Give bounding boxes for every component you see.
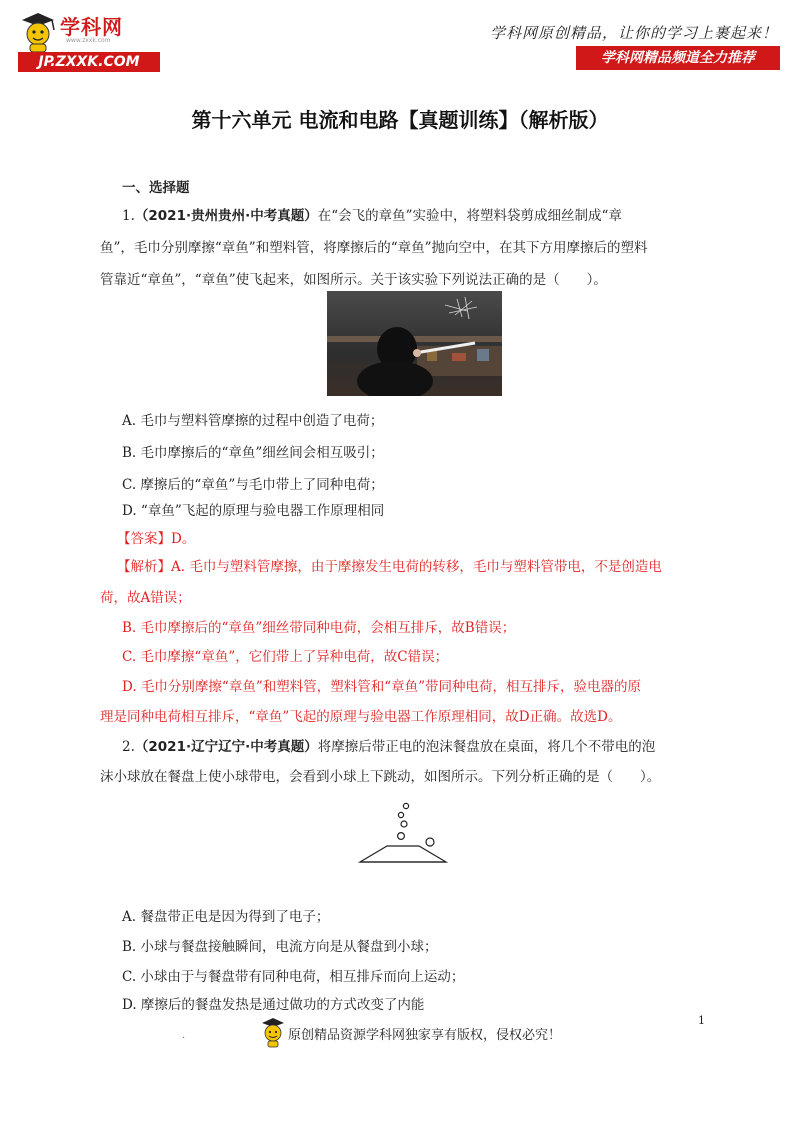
- q1-source: （2021·贵州贵州·中考真题）: [134, 208, 318, 224]
- q2-stem-text-1: 将摩擦后带正电的泡沫餐盘放在桌面，将几个不带电的泡: [317, 739, 656, 755]
- q1-stem-line-1: [122, 204, 622, 224]
- q1-answer: [117, 527, 195, 547]
- header-slogan: 学科网原创精品，让你的学习上裹起来！: [489, 24, 778, 42]
- q1-analysis-text-1: A. 毛巾与塑料管摩擦，由于摩擦发生电荷的转移，毛巾与塑料管带电，不是创造电: [171, 559, 662, 575]
- q2-source: （2021·辽宁辽宁·中考真题）: [134, 739, 318, 755]
- q2-plate-figure: [357, 800, 449, 872]
- q1-option-d: D. “章鱼”飞起的原理与验电器工作原理相同: [122, 503, 385, 519]
- q1-analysis-line-2: 荷，故A错误；: [100, 590, 191, 606]
- q2-stem-line-1: [122, 735, 655, 755]
- q1-stem-line-3: 管靠近“章鱼”，“章鱼”使飞起来，如图所示。关于该实验下列说法正确的是（ ）。: [100, 272, 607, 288]
- q1-number: 1.: [122, 208, 135, 224]
- footer-dot: .: [182, 1030, 186, 1041]
- header-tagline: 学科网精品频道全力推荐: [576, 46, 780, 70]
- q1-analysis-line-6: 理是同种电荷相互排斥，“章鱼”飞起的原理与验电器工作原理相同，故D正确。故选D。: [100, 709, 622, 725]
- site-logo[interactable]: [14, 10, 164, 72]
- logo-brand: 学科网: [60, 15, 123, 39]
- page-title: 第十六单元 电流和电路【真题训练】（解析版）: [191, 108, 609, 132]
- q1-stem-line-2: 鱼”，毛巾分别摩擦“章鱼”和塑料管，将摩擦后的“章鱼”抛向空中，在其下方用摩擦后的塑料: [100, 240, 648, 256]
- q2-number: 2.: [122, 739, 135, 755]
- q1-analysis-line-5: D. 毛巾分别摩擦“章鱼”和塑料管，塑料管和“章鱼”带同种电荷，相互排斥，验电器的原: [122, 679, 642, 695]
- section-heading: 一、选择题: [122, 180, 190, 196]
- q1-experiment-photo: [327, 291, 502, 396]
- q1-option-c: C. 摩擦后的“章鱼”与毛巾带上了同种电荷；: [122, 477, 384, 493]
- q2-stem-line-2: 沫小球放在餐盘上使小球带电，会看到小球上下跳动，如图所示。下列分析正确的是（ ）。: [100, 769, 661, 785]
- q2-option-d: D. 摩擦后的餐盘发热是通过做功的方式改变了内能: [122, 997, 425, 1013]
- q1-analysis-line-4: C. 毛巾摩擦“章鱼”，它们带上了异种电荷，故C错误；: [122, 649, 449, 665]
- q1-option-a: A. 毛巾与塑料管摩擦的过程中创造了电荷；: [122, 413, 384, 429]
- q1-answer-value: D。: [171, 531, 196, 547]
- q1-stem-text-1: 在“会飞的章鱼”实验中，将塑料袋剪成细丝制成“章: [317, 208, 622, 224]
- q2-option-a: A. 餐盘带正电是因为得到了电子；: [122, 909, 330, 925]
- mascot-icon: [14, 10, 62, 54]
- footer-copyright: 原创精品资源学科网独家享有版权，侵权必究！: [288, 1028, 562, 1043]
- q1-option-b: B. 毛巾摩擦后的“章鱼”细丝间会相互吸引；: [122, 445, 384, 461]
- q1-analysis-line-3: B. 毛巾摩擦后的“章鱼”细丝带同种电荷，会相互排斥，故B错误；: [122, 620, 516, 636]
- q2-option-b: B. 小球与餐盘接触瞬间，电流方向是从餐盘到小球；: [122, 939, 438, 955]
- page-number: 1: [698, 1014, 705, 1027]
- footer-mascot-icon: [258, 1016, 288, 1048]
- q1-answer-tag: 【答案】: [117, 531, 171, 547]
- logo-subtext: www.zxxk.com: [66, 37, 111, 44]
- q1-analysis-tag: 【解析】: [117, 559, 171, 575]
- q2-option-c: C. 小球由于与餐盘带有同种电荷，相互排斥而向上运动；: [122, 969, 465, 985]
- q1-analysis-line-1: [117, 555, 662, 575]
- logo-url: JP.ZXXK.COM: [18, 52, 160, 72]
